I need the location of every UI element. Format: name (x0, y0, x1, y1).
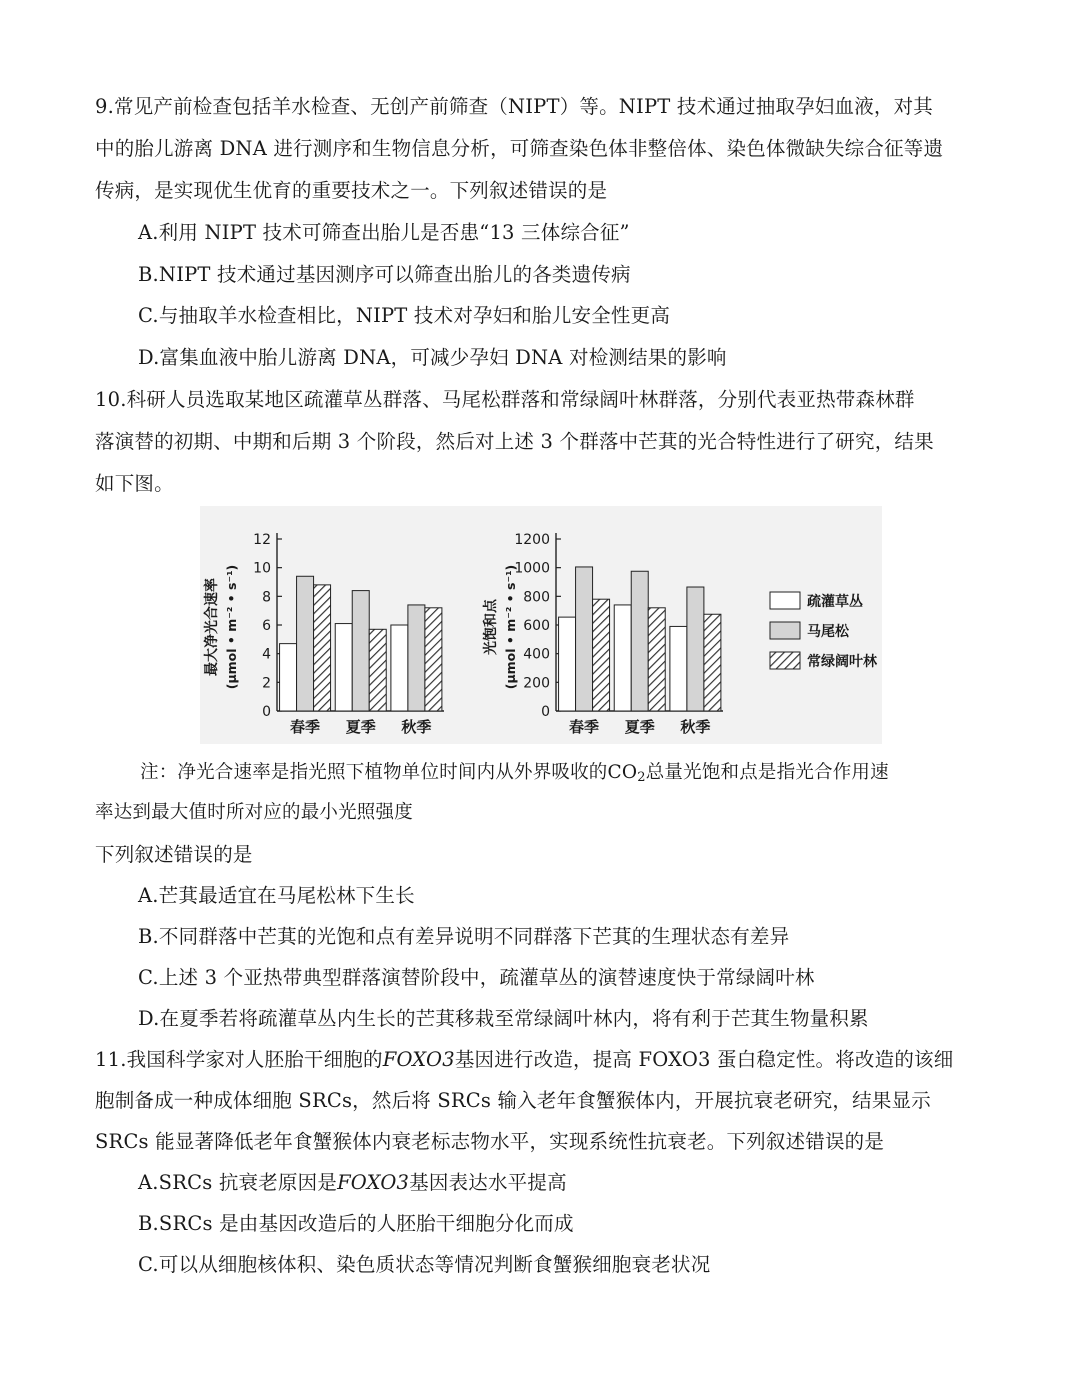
chart2-y-tick-label: 1000 (514, 560, 550, 577)
q11-stem-line3: SRCs 能显著降低老年食蟹猴体内衰老标志物水平，实现系统性抗衰老。下列叙述错误的是 (95, 1130, 885, 1153)
q11-gene-name: FOXO3 (382, 1048, 455, 1071)
q10-stem-line3: 如下图。 (95, 472, 174, 495)
chart2-bar (576, 567, 593, 711)
q11-option-a-gene: FOXO3 (337, 1171, 410, 1194)
chart2-bar (687, 587, 704, 711)
chart2-x-tick-label: 春季 (569, 718, 600, 736)
chart2-bar (614, 605, 631, 711)
q9-option-a: A.利用 NIPT 技术可筛查出胎儿是否患“13 三体综合征” (138, 221, 630, 244)
chart1-x-tick-label: 秋季 (401, 718, 432, 736)
figure-photosynthesis-charts (200, 506, 882, 744)
q11-stem-line1 (95, 1047, 953, 1073)
q10-note-co2: CO (607, 762, 638, 783)
legend-swatch (770, 592, 800, 609)
chart1-bar (369, 629, 386, 711)
chart2-y-label: 光饱和点 (483, 599, 499, 655)
chart2-bar (648, 608, 665, 711)
chart1-bar (425, 608, 442, 711)
chart1-y-tick-label: 8 (262, 589, 271, 606)
chart1-bar (335, 624, 352, 711)
chart2-y-unit: (μmol • m⁻² • s⁻¹) (503, 564, 518, 690)
chart1-y-tick-label: 10 (253, 560, 271, 577)
q11-option-b: B.SRCs 是由基因改造后的人胚胎干细胞分化而成 (138, 1212, 574, 1235)
chart1-bar (314, 585, 331, 711)
chart1-x-tick-label: 夏季 (345, 718, 376, 736)
chart1-y-tick-label: 12 (253, 532, 271, 548)
chart2-y-tick-label: 1200 (514, 532, 550, 548)
chart2-y-tick-label: 0 (541, 704, 550, 720)
q9-stem-line2: 中的胎儿游离 DNA 进行测序和生物信息分析，可筛查染色体非整倍体、染色体微缺失综合征等遗 (95, 137, 944, 160)
q11-option-a-text-b: 基因表达水平提高 (409, 1171, 567, 1194)
chart1-y-tick-label: 6 (262, 618, 271, 634)
q11-stem-line2: 胞制备成一种成体细胞 SRCs，然后将 SRCs 输入老年食蟹猴体内，开展抗衰老研究，结果显示 (95, 1089, 931, 1112)
q11-stem-text-a: 11.我国科学家对人胚胎干细胞的 (95, 1048, 383, 1071)
legend-label: 疏灌草丛 (807, 594, 863, 610)
chart1-y-unit: (μmol • m⁻² • s⁻¹) (224, 564, 239, 690)
q11-option-c: C.可以从细胞核体积、染色质状态等情况判断食蟹猴细胞衰老状况 (138, 1253, 711, 1276)
chart1-y-label: 最大净光合速率 (204, 578, 220, 676)
q10-stem-line1: 10.科研人员选取某地区疏灌草丛群落、马尾松群落和常绿阔叶林群落，分别代表亚热带森林群 (95, 388, 915, 411)
q10-option-d: D.在夏季若将疏灌草丛内生长的芒萁移栽至常绿阔叶林内，将有利于芒萁生物量积累 (138, 1007, 869, 1030)
chart1-bar (280, 644, 297, 711)
q10-note-text-a: 注：净光合速率是指光照下植物单位时间内从外界吸收的 (140, 762, 608, 783)
q10-prompt: 下列叙述错误的是 (95, 843, 253, 866)
q9-stem-line1: 9.常见产前检查包括羊水检查、无创产前筛查（NIPT）等。NIPT 技术通过抽取孕妇血液，对其 (95, 95, 933, 118)
q10-option-c: C.上述 3 个亚热带典型群落演替阶段中，疏灌草丛的演替速度快于常绿阔叶林 (138, 966, 815, 989)
chart1-bar (297, 576, 314, 711)
q10-option-a: A.芒萁最适宜在马尾松林下生长 (138, 884, 415, 907)
chart1-y-tick-label: 4 (262, 646, 271, 663)
chart2-bar (593, 599, 610, 711)
q10-note-line1 (140, 760, 889, 791)
chart2-x-tick-label: 秋季 (680, 718, 711, 736)
chart2-bar (670, 626, 687, 711)
chart2-bar (559, 617, 576, 711)
q9-option-c: C.与抽取羊水检查相比，NIPT 技术对孕妇和胎儿安全性更高 (138, 304, 671, 327)
legend-swatch (770, 652, 800, 669)
q10-note-co2-subscript: 2 (637, 770, 646, 785)
chart2-bar (704, 614, 721, 711)
chart2-y-tick-label: 200 (523, 675, 550, 692)
chart1-x-tick-label: 春季 (290, 718, 321, 736)
legend-label: 马尾松 (807, 624, 849, 640)
chart1-bar (408, 605, 425, 711)
q11-option-a-text-a: A.SRCs 抗衰老原因是 (138, 1171, 338, 1194)
chart2-y-tick-label: 800 (523, 589, 550, 606)
q11-stem-text-b: 基因进行改造，提高 FOXO3 蛋白稳定性。将改造的该细 (454, 1048, 954, 1071)
q10-option-b: B.不同群落中芒萁的光饱和点有差异说明不同群落下芒萁的生理状态有差异 (138, 925, 790, 948)
charts-svg (200, 506, 882, 744)
chart1-bar (352, 591, 369, 711)
chart2-bar (631, 571, 648, 711)
q10-note-text-b: 总量光饱和点是指光合作用速 (645, 762, 889, 783)
q9-stem-line3: 传病，是实现优生优育的重要技术之一。下列叙述错误的是 (95, 179, 608, 202)
chart1-bar (391, 625, 408, 711)
chart2-x-tick-label: 夏季 (624, 718, 655, 736)
chart1-y-tick-label: 2 (262, 675, 271, 692)
q9-option-b: B.NIPT 技术通过基因测序可以筛查出胎儿的各类遗传病 (138, 263, 631, 286)
q10-stem-line2: 落演替的初期、中期和后期 3 个阶段，然后对上述 3 个群落中芒萁的光合特性进行了研究，结果 (95, 430, 934, 453)
q11-option-a (138, 1170, 567, 1196)
q10-note-line2: 率达到最大值时所对应的最小光照强度 (95, 802, 413, 823)
chart2-y-tick-label: 600 (523, 618, 550, 634)
chart2-y-tick-label: 400 (523, 646, 550, 663)
legend-swatch (770, 622, 800, 639)
q9-option-d: D.富集血液中胎儿游离 DNA，可减少孕妇 DNA 对检测结果的影响 (138, 346, 727, 369)
chart1-y-tick-label: 0 (262, 704, 271, 720)
legend-label: 常绿阔叶林 (807, 654, 877, 670)
